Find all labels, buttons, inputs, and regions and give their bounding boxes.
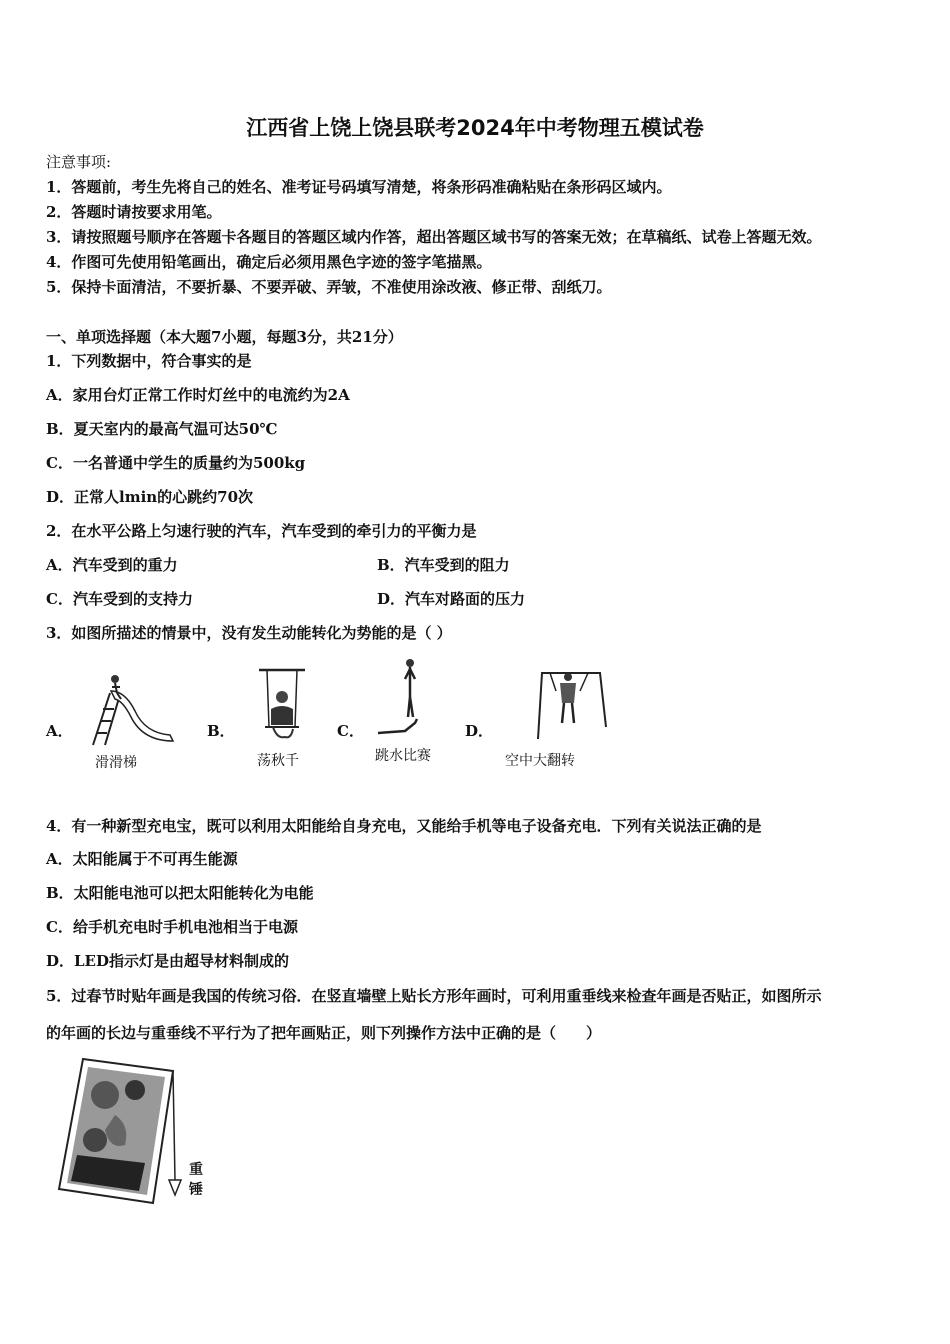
q2-option-b: B．汽车受到的阻力 [377,556,510,574]
q4-option-b: B．太阳能电池可以把太阳能转化为电能 [46,884,314,902]
q1-option-c: C．一名普通中学生的质量约为500kg [46,454,306,472]
q1-option-a: A．家用台灯正常工作时灯丝中的电流约为2A [46,386,350,404]
q3-label-a: A． [46,722,73,740]
q4-stem: 4．有一种新型充电宝，既可以利用太阳能给自身充电，又能给手机等电子设备充电．下列有关说法正确的是 [46,817,762,835]
notice-item: 4．作图可先使用铅笔画出，确定后必须用黑色字迹的签字笔描黑。 [46,253,492,271]
page-title: 江西省上饶上饶县联考2024年中考物理五模试卷 [246,116,704,140]
q1-option-d: D．正常人lmin的心跳约70次 [46,488,254,506]
q2-option-a: A．汽车受到的重力 [46,556,178,574]
section-heading: 一、单项选择题（本大题7小题，每题3分，共21分） [46,328,403,346]
q4-option-a: A．太阳能属于不可再生能源 [46,850,238,868]
diving-figure [375,657,445,741]
q3-label-c: C． [337,722,364,740]
notice-item: 3．请按照题号顺序在答题卡各题目的答题区域内作答，超出答题区域书写的答案无效；在草稿纸、试卷上答题无效。 [46,228,822,246]
q5-stem-line2: 的年画的长边与重垂线不平行为了把年画贴正，则下列操作方法中正确的是（ ） [46,1024,602,1042]
q2-option-c: C．汽车受到的支持力 [46,590,193,608]
q3-caption-d: 空中大翻转 [505,753,575,769]
q3-caption-a: 滑滑梯 [95,755,137,771]
q3-label-d: D． [465,722,494,740]
notice-item: 1．答题前，考生先将自己的姓名、准考证号码填写清楚，将条形码准确粘贴在条形码区域内。 [46,178,672,196]
gymnastics-figure [530,667,610,746]
q2-stem: 2．在水平公路上匀速行驶的汽车，汽车受到的牵引力的平衡力是 [46,522,477,540]
q1-option-b: B．夏天室内的最高气温可达50℃ [46,420,278,438]
plumb-label: 重锤 [189,1162,203,1198]
notice-item: 2．答题时请按要求用笔。 [46,203,222,221]
swing-figure [255,667,310,751]
q4-option-d: D．LED指示灯是由超导材料制成的 [46,952,289,970]
q3-caption-c: 跳水比赛 [375,748,431,764]
slide-figure [85,673,180,752]
q1-stem: 1．下列数据中，符合事实的是 [46,352,252,370]
q3-caption-b: 荡秋千 [257,753,299,769]
q2-option-d: D．汽车对路面的压力 [377,590,526,608]
q4-option-c: C．给手机充电时手机电池相当于电源 [46,918,298,936]
notice-heading: 注意事项: [46,153,112,171]
notice-item: 5．保持卡面清洁，不要折暴、不要弄破、弄皱，不准使用涂改液、修正带、刮纸刀。 [46,278,612,296]
q5-stem-line1: 5．过春节时贴年画是我国的传统习俗．在竖直墙壁上贴长方形年画时，可利用重垂线来检查年画是否贴正，如图所示 [46,987,822,1005]
q3-label-b: B． [207,722,235,740]
q3-stem: 3．如图所描述的情景中，没有发生动能转化为势能的是（ ） [46,624,452,642]
poster-plumb-figure [55,1055,185,1209]
